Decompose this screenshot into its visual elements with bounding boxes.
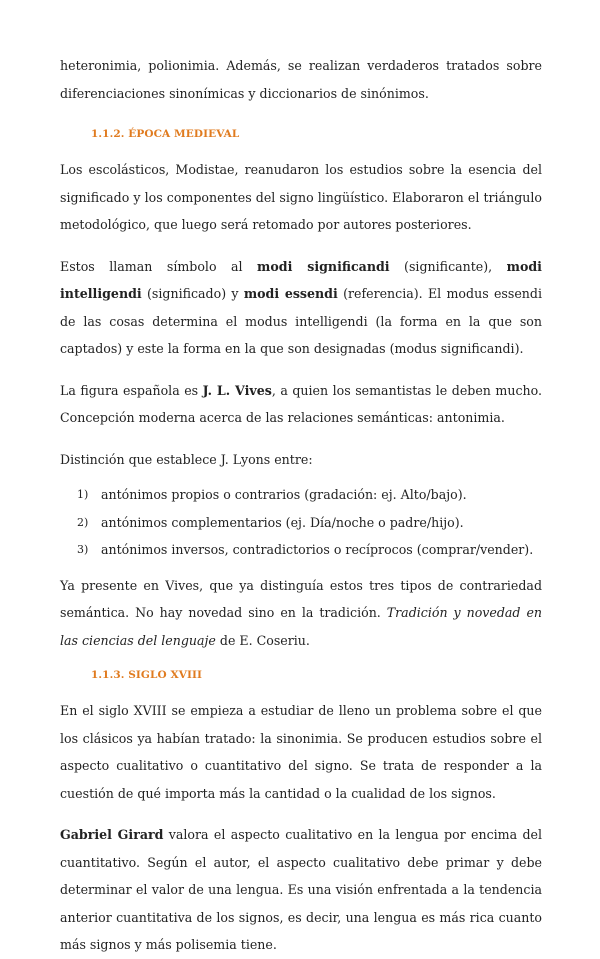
paragraph-simbolo: Estos llaman símbolo al modi significandi (significante), modi intelligendi (significado) y modi essendi (referencia). El modus essendi de las cosas determina el modus intelligendi (la forma en la que son captados) y este la forma en la que son designadas (modus significandi).: [60, 258, 542, 356]
list-number: 1): [77, 488, 89, 501]
name-vives: J. L. Vives: [202, 382, 272, 398]
section-heading-medieval: 1.1.2. ÉPOCA MEDIEVAL: [91, 128, 240, 140]
antonym-list: [60, 481, 542, 564]
document-page: [60, 52, 542, 959]
term-modi-intelligendi: modi intelligendi: [60, 258, 542, 301]
list-item: 2) antónimos complementarios (ej. Día/noche o padre/hijo).: [60, 509, 542, 537]
paragraph-lyons: Distinción que establece J. Lyons entre:: [60, 451, 313, 467]
paragraph-escolasticos: Los escolásticos, Modistae, reanudaron los estudios sobre la esencia del significado y los componentes del signo lingüístico. Elaboraron el triángulo metodológico, que luego será retomado por autores posteriores.: [60, 162, 542, 232]
list-item: 3) antónimos inversos, contradictorios o recíprocos (comprar/vender).: [60, 536, 542, 564]
paragraph-presente: Ya presente en Vives, que ya distinguía estos tres tipos de contrariedad semántica. No hay novedad sino en la tradición. Tradición y novedad en las ciencias del lenguaje de E. Coseriu.: [60, 577, 543, 648]
term-modi-significandi: modi significandi: [257, 258, 390, 274]
list-number: 2): [77, 515, 89, 529]
paragraph-siglo: En el siglo XVIII se empieza a estudiar de lleno un problema sobre el que los clásicos ya habían tratado: la sinonimia. Se producen estudios sobre el aspecto cualitativo o cuantitativo del signo. Se trata de responder a la cuestión de qué importa más la cantidad o la cualidad de los signos.: [60, 703, 542, 801]
list-number: 3): [77, 543, 89, 556]
section-heading-xviii: 1.1.3. SIGLO XVIII: [91, 669, 203, 681]
list-item: 1) antónimos propios o contrarios (gradación: ej. Alto/bajo).: [60, 481, 542, 509]
name-girard: Gabriel Girard: [60, 827, 164, 842]
paragraph-girard: Gabriel Girard valora el aspecto cualitativo en la lengua por encima del cuantitativo. Según el autor, el aspecto cualitativo debe primar y debe determinar el valor de una lengua. Es una visión enfrentada a la tendencia anterior cuantitativa de los signos, es decir, una lengua es más rica cuanto más signos y más polisemia tiene.: [60, 827, 542, 952]
term-modi-essendi: modi essendi: [243, 286, 338, 301]
paragraph-vives: La figura española es J. L. Vives, a quien los semantistas le deben mucho. Concepción moderna acerca de las relaciones semánticas: antonimia.: [60, 382, 542, 425]
paragraph-intro: heteronimia, polionimia. Además, se realizan verdaderos tratados sobre diferenciaciones sinonímicas y diccionarios de sinónimos.: [60, 58, 542, 101]
book-title: Tradición y novedad en las ciencias del lenguaje: [60, 605, 543, 648]
